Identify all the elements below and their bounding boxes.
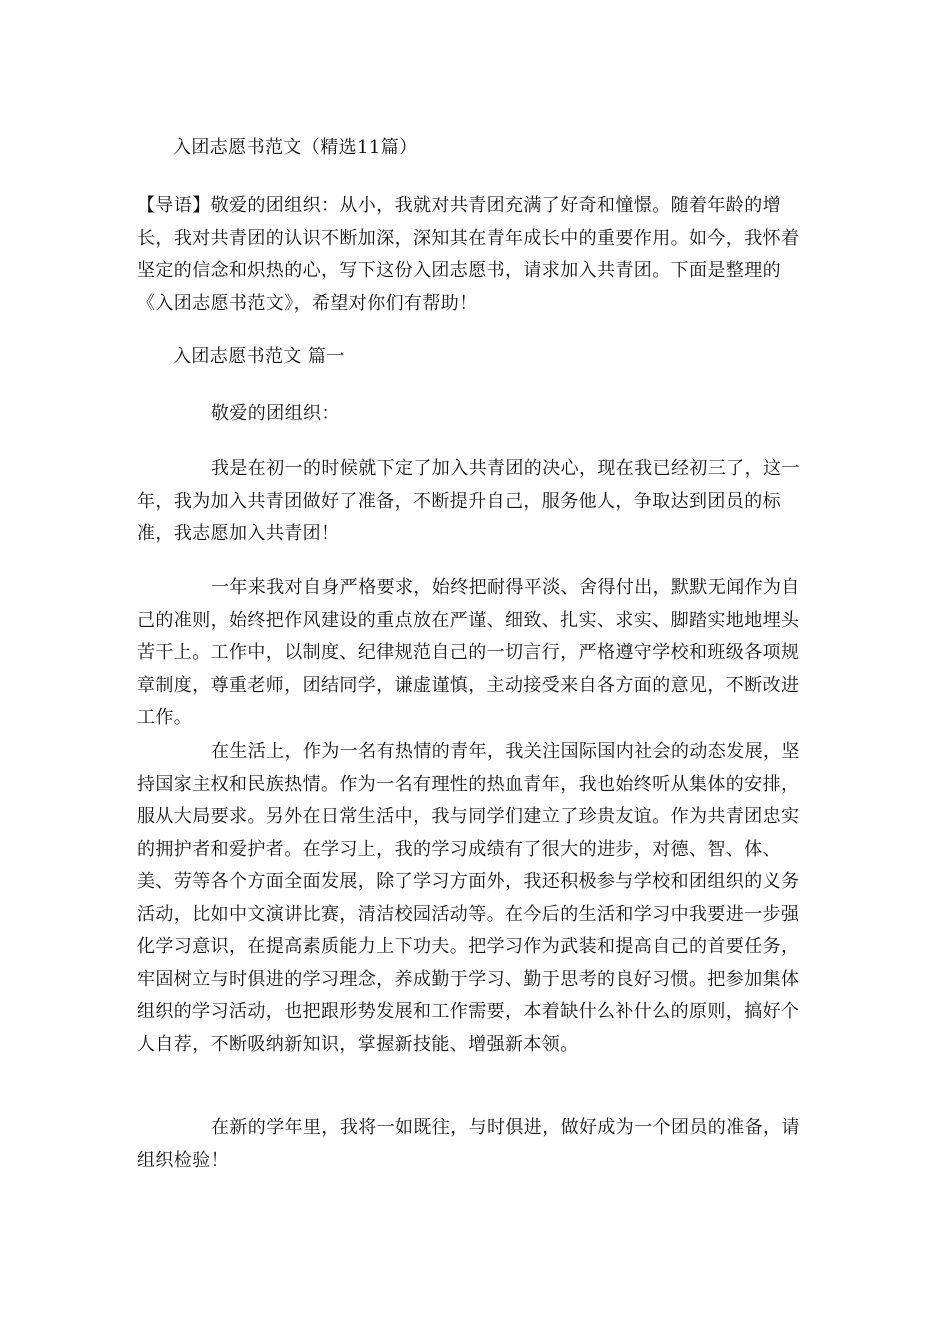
body-paragraph-1: 我是在初一的时候就下定了加入共青团的决心，现在我已经初三了，这一年，我为加入共青团做好了准备，不断提升自己，服务他人，争取达到团员的标准，我志愿加入共青团！ (137, 458, 800, 544)
body-paragraph-4: 在新的学年里，我将一如既往，与时俱进，做好成为一个团员的准备，请组织检验！ (137, 1117, 800, 1171)
section-heading: 入团志愿书范文 篇一 (173, 346, 345, 367)
document-title: 入团志愿书范文（精选11篇） (173, 137, 418, 158)
body-paragraph-3: 在生活上，作为一名有热情的青年，我关注国际国内社会的动态发展，坚持国家主权和民族热情。作为一名有理性的热血青年，我也始终听从集体的安排，服从大局要求。另外在日常生活中，我与同学们建立了珍贵友谊。作为共青团忠实的拥护者和爱护者。在学习上，我的学习成绩有了很大的进步，对德、智、体、美、劳等各个方面全面发展，除了学习方面外，我还积极参与学校和团组织的义务活动，比如中文演讲比赛，清洁校园活动等。在今后的生活和学习中我要进一步强化学习意识，在提高素质能力上下功夫。把学习作为武装和提高自己的首要任务，牢固树立与时俱进的学习理念，养成勤于学习、勤于思考的良好习惯。把参加集体组织的学习活动，也把跟形势发展和工作需要，本着缺什么补什么的原则，搞好个人自荐，不断吸纳新知识，掌握新技能、增强新本领。 (137, 741, 800, 1055)
body-paragraph-2: 一年来我对自身严格要求，始终把耐得平淡、舍得付出，默默无闻作为自己的准则，始终把作风建设的重点放在严谨、细致、扎实、求实、脚踏实地地埋头苦干上。工作中，以制度、纪律规范自己的一切言行，严格遵守学校和班级各项规章制度，尊重老师，团结同学，谦虚谨慎，主动接受来自各方面的意见，不断改进工作。 (137, 577, 800, 728)
salutation: 敬爱的团组织： (211, 403, 340, 424)
intro-paragraph: 【导语】敬爱的团组织：从小，我就对共青团充满了好奇和憧憬。随着年龄的增长，我对共青团的认识不断加深，深知其在青年成长中的重要作用。如今，我怀着坚定的信念和炽热的心，写下这份入团志愿书，请求加入共青团。下面是整理的《入团志愿书范文》，希望对你们有帮助！ (137, 195, 800, 314)
